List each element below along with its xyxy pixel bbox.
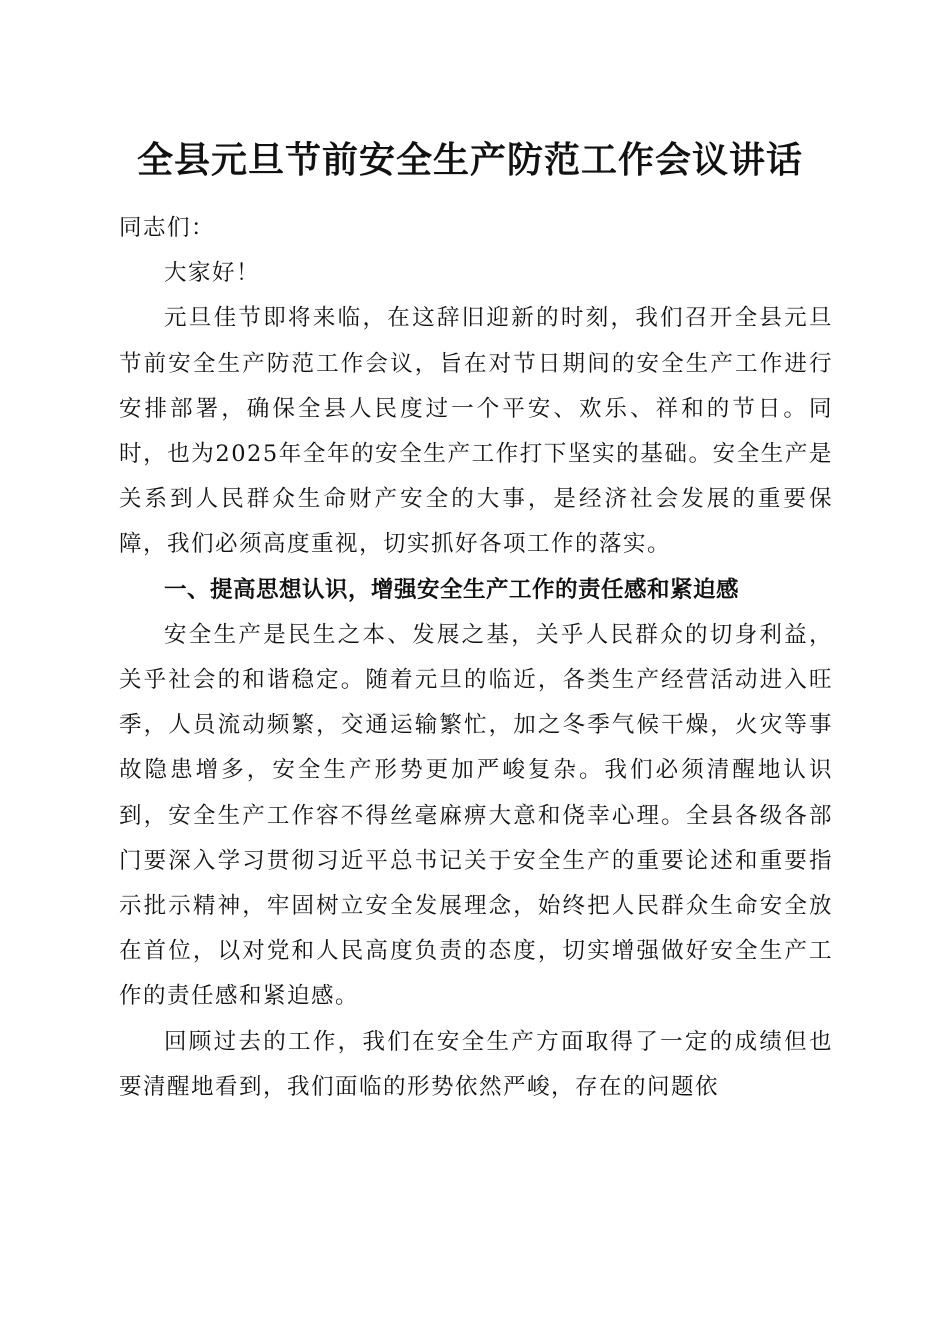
paragraph-section1-1: 安全生产是民生之本、发展之基，关乎人民群众的切身利益，关乎社会的和谐稳定。随着元旦的临近，各类生产经营活动进入旺季，人员流动频繁，交通运输繁忙，加之冬季气候干燥，火灾等事故隐患增多，安全生产形势更加严峻复杂。我们必须清醒地认识到，安全生产工作容不得丝毫麻痹大意和侥幸心理。全县各级各部门要深入学习贯彻习近平总书记关于安全生产的重要论述和重要指示批示精神，牢固树立安全发展理念，始终把人民群众生命安全放在首位，以对党和人民高度负责的态度，切实增强做好安全生产工作的责任感和紧迫感。 (119, 621, 833, 1010)
document-body (119, 206, 833, 1110)
greeting: 大家好！ (164, 260, 261, 287)
salutation: 同志们： (119, 215, 216, 241)
document-title: 全县元旦节前安全生产防范工作会议讲话 (136, 139, 803, 181)
section-heading-1: 一、提高思想认识，增强安全生产工作的责任感和紧迫感 (164, 576, 740, 603)
paragraph-intro: 元旦佳节即将来临，在这辞旧迎新的时刻，我们召开全县元旦节前安全生产防范工作会议，旨在对节日期间的安全生产工作进行安排部署，确保全县人民度过一个平安、欢乐、祥和的节日。同时，也为2025年全年的安全生产工作打下坚实的基础。安全生产是关系到人民群众生命财产安全的大事，是经济社会发展的重要保障，我们必须高度重视，切实抓好各项工作的落实。 (119, 305, 833, 558)
paragraph-section1-2: 回顾过去的工作，我们在安全生产方面取得了一定的成绩但也要清醒地看到，我们面临的形势依然严峻，存在的问题依 (119, 1028, 833, 1100)
